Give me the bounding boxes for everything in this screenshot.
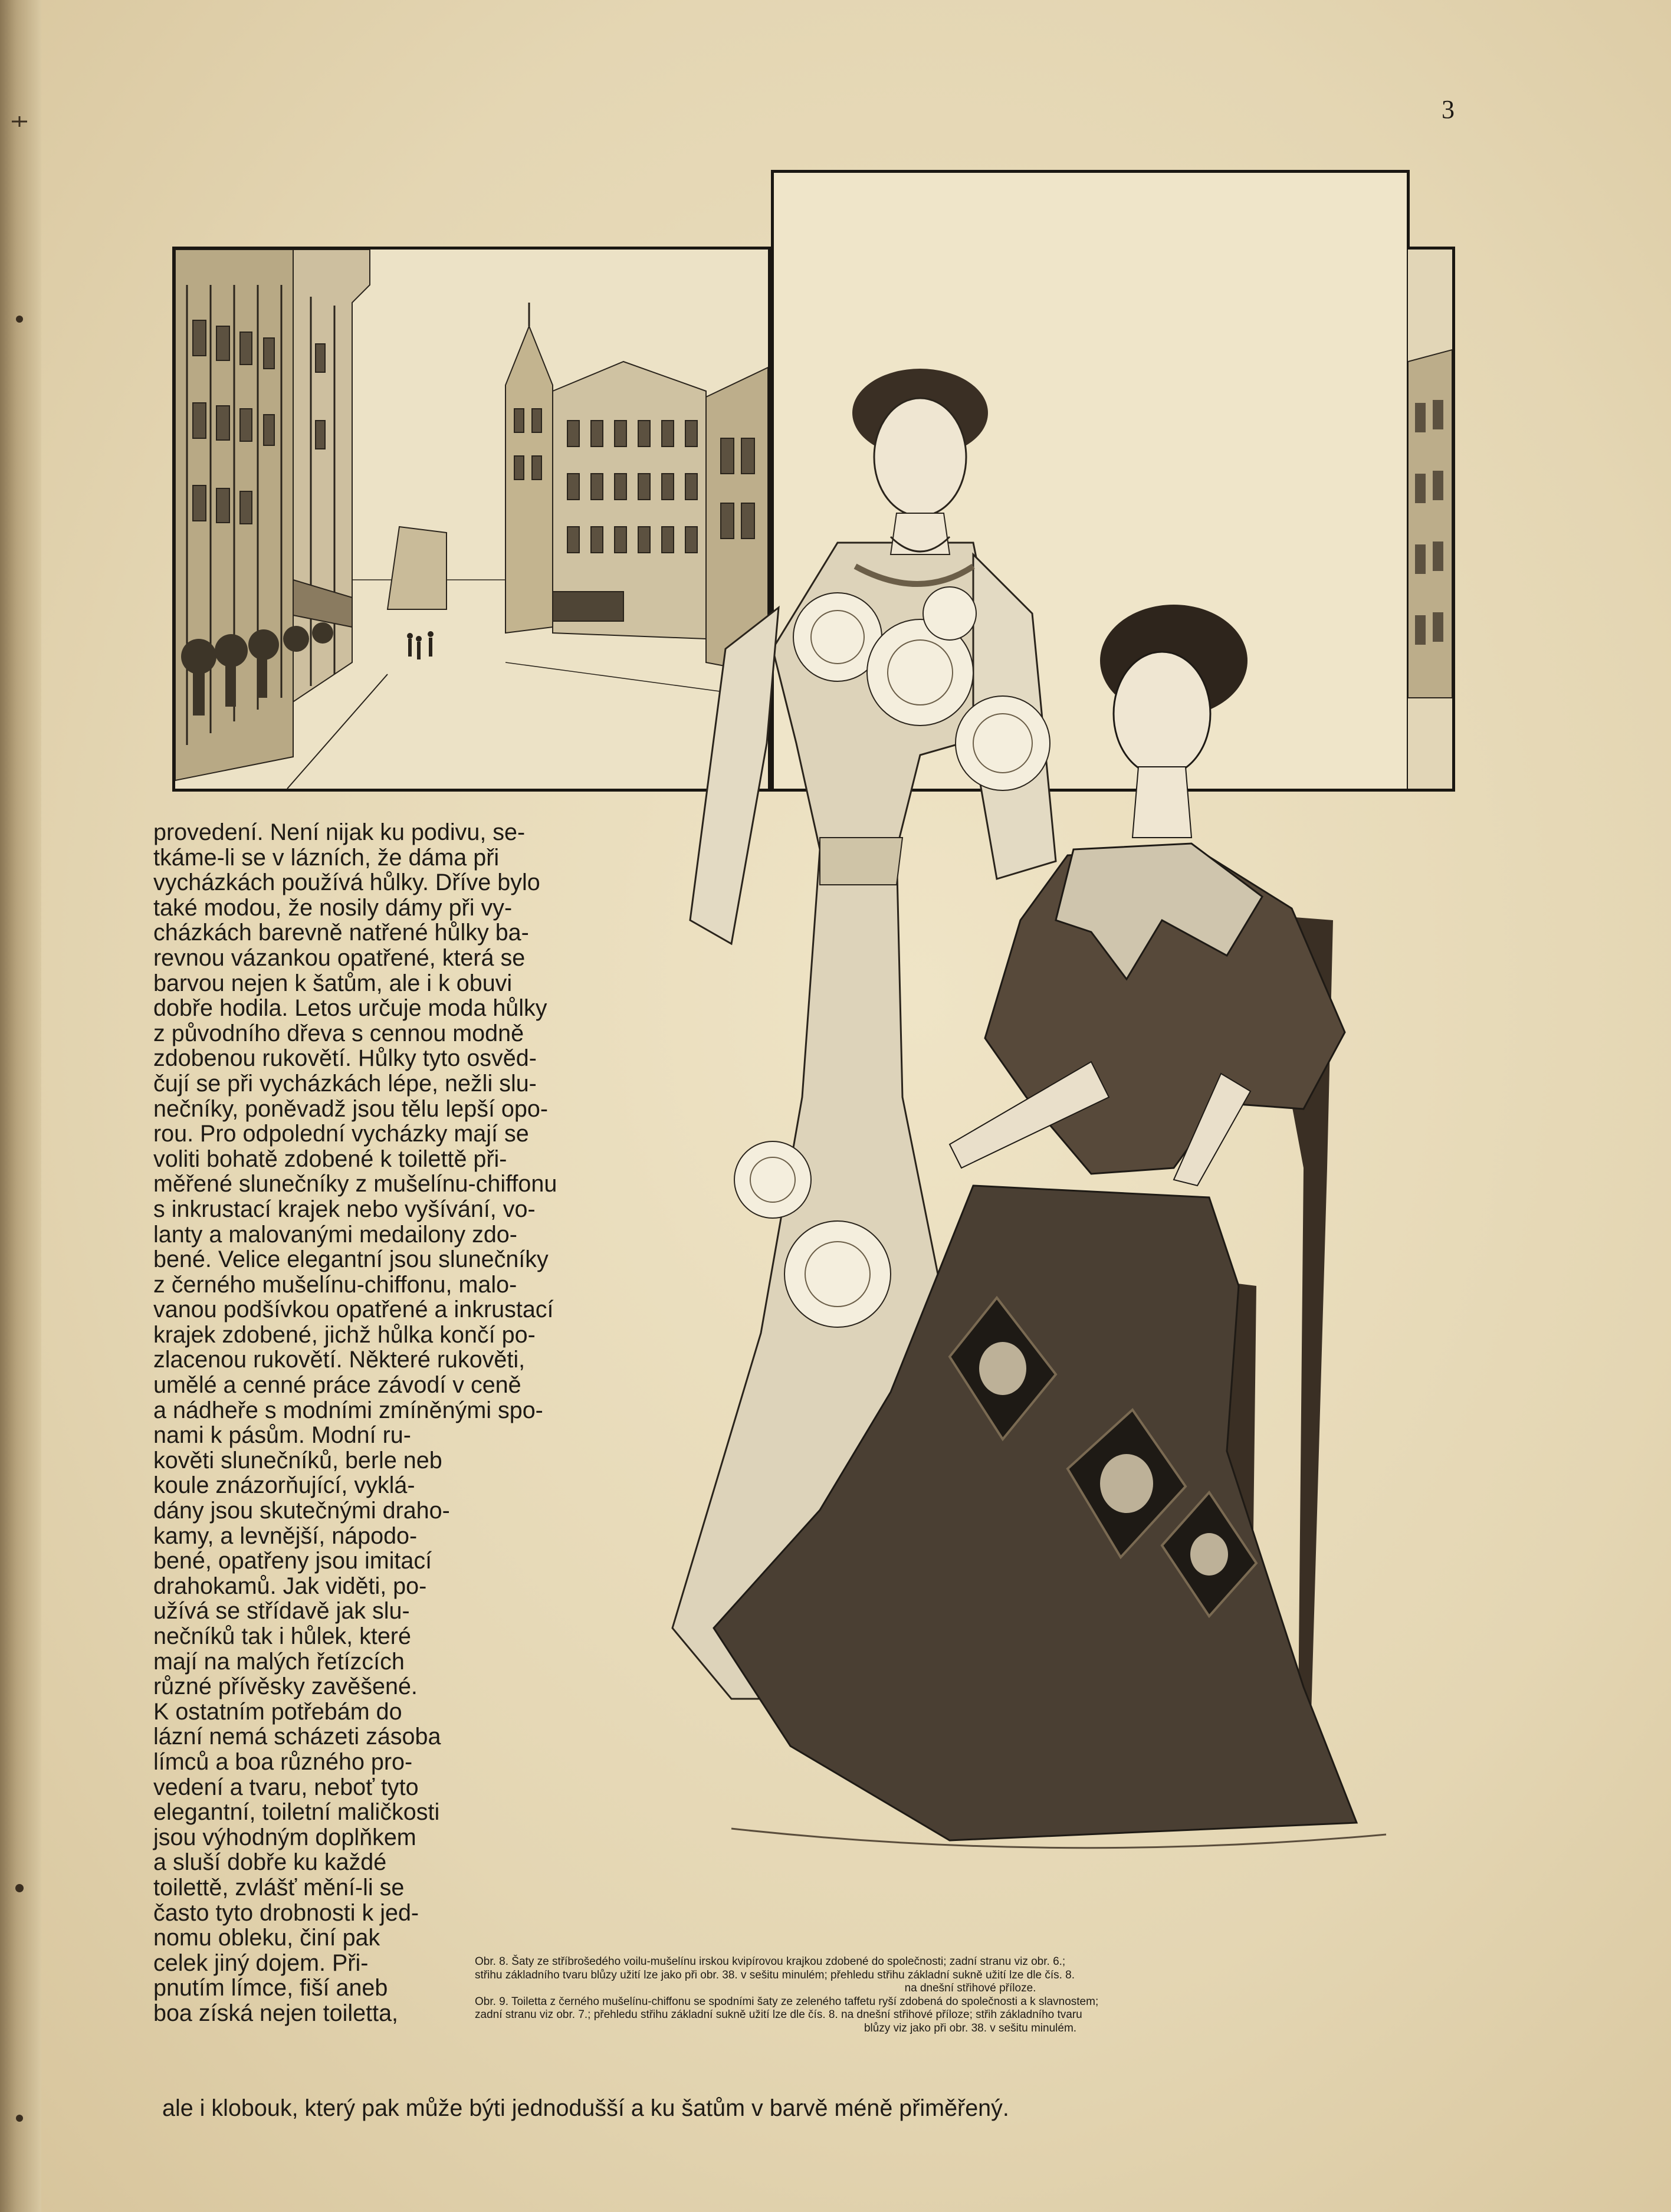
text-line: lanty a malovanými medailony zdo- (153, 1221, 517, 1248)
text-line: čují se při vycházkách lépe, nežli slu- (153, 1070, 537, 1097)
text-line: různé přívěsky zavěšené. (153, 1673, 418, 1700)
text-line: cházkách barevně natřené hůlky ba- (153, 920, 529, 946)
text-line: mají na malých řetízcích (153, 1648, 405, 1675)
text-line: bené, opatřeny jsou imitací (153, 1548, 432, 1574)
text-line: rou. Pro odpolední vycházky mají se (153, 1121, 529, 1147)
binding-mark (11, 115, 28, 128)
text-line: nomu obleku, činí pak (153, 1925, 380, 1951)
text-line: nečníků tak i hůlek, které (153, 1623, 411, 1649)
article-final-line: ale i klobouk, který pak může býti jednodušší a ku šatům v barvě méně přiměřený. (162, 2095, 1009, 2121)
text-line: drahokamů. Jak viděti, po- (153, 1573, 427, 1599)
binding-mark (11, 2112, 28, 2125)
text-line: měřené slunečníky z mušelínu-chiffonu (153, 1171, 557, 1197)
text-line: zlacenou rukovětí. Některé rukověti, (153, 1347, 526, 1373)
text-line: revnou vázankou opatřené, která se (153, 944, 526, 971)
text-line: a sluší dobře ku každé (153, 1849, 387, 1876)
article-body-text (153, 820, 560, 2026)
text-line: krajek zdobené, jichž hůlka končí po- (153, 1321, 536, 1348)
text-line: elegantní, toiletní maličkosti (153, 1799, 440, 1826)
text-line: lázní nemá scházeti zásoba (153, 1724, 441, 1750)
text-line: vanou podšívkou opatřené a inkrustací (153, 1297, 554, 1323)
text-line: vycházkách používá hůlky. Dříve bylo (153, 869, 540, 896)
text-line: pnutím límce, fiší aneb (153, 1975, 388, 2001)
caption-obr8-line: střihu základního tvaru blůzy užití lze jako při obr. 38. v sešitu minulém; přehledu střihu základní sukně užití lze dle čís. 8. (475, 1968, 1075, 1981)
text-line: celek jiný dojem. Při- (153, 1950, 369, 1976)
text-line: toilettě, zvlášť mění-li se (153, 1874, 405, 1901)
text-line: provedení. Není nijak ku podivu, se- (153, 819, 526, 845)
text-line: koule znázorňující, vyklá- (153, 1472, 415, 1499)
binding-mark (11, 1882, 28, 1895)
text-line: dobře hodila. Letos určuje moda hůlky (153, 995, 547, 1022)
text-line: voliti bohatě zdobené k toilettě při- (153, 1146, 507, 1172)
text-line: z černého mušelínu-chiffonu, malo- (153, 1271, 517, 1298)
binding-mark (11, 313, 28, 326)
text-line: K ostatním potřebám do (153, 1698, 402, 1725)
text-line: nečníky, poněvadž jsou tělu lepší opo- (153, 1095, 548, 1122)
caption-obr8-line: Obr. 8. Šaty ze stříbrošedého voilu-mušelínu irskou kvipírovou krajkou zdobené do společnosti; zadní stranu viz obr. 6.; (475, 1955, 1066, 1968)
text-line: s inkrustací krajek nebo vyšívání, vo- (153, 1196, 536, 1222)
text-line: kověti slunečníků, berle neb (153, 1447, 442, 1473)
text-line: dány jsou skutečnými draho- (153, 1498, 450, 1524)
caption-obr9-line: blůzy viz jako při obr. 38. v sešitu minulém. (864, 2021, 1077, 2034)
caption-obr9-line: Obr. 9. Toiletta z černého mušelínu-chiffonu se spodními šaty ze zeleného taffetu ryší zdobená do společnosti a k slavnostem; (475, 1995, 1099, 2008)
text-line: barvou nejen k šatům, ale i k obuvi (153, 970, 513, 996)
text-line: umělé a cenné práce závodí v ceně (153, 1372, 521, 1399)
text-line: boa získá nejen toiletta, (153, 2000, 399, 2026)
page-number: 3 (1442, 95, 1455, 124)
text-line: bené. Velice elegantní jsou slunečníky (153, 1246, 549, 1273)
text-line: tkáme-li se v lázních, že dáma při (153, 844, 500, 871)
text-line: zdobenou rukovětí. Hůlky tyto osvěd- (153, 1045, 537, 1072)
text-line: jsou výhodným doplňkem (153, 1824, 416, 1850)
fashion-figures-illustration (643, 330, 1427, 1923)
text-line: často tyto drobnosti k jed- (153, 1899, 419, 1926)
text-line: vedení a tvaru, neboť tyto (153, 1774, 419, 1800)
caption-obr8-line: na dnešní střihové příloze. (904, 1982, 1036, 1994)
text-line: kamy, a levnější, nápodo- (153, 1522, 418, 1549)
figure-caption (475, 1955, 1466, 2035)
text-line: nami k pásům. Modní ru- (153, 1422, 411, 1449)
text-line: také modou, že nosily dámy při vy- (153, 894, 513, 921)
text-line: z původního dřeva s cennou modně (153, 1020, 524, 1046)
caption-obr9-line: zadní stranu viz obr. 7.; přehledu střihu základní sukně užití lze dle čís. 8. na dnešní střihové příloze; střih základního tvaru (475, 2008, 1082, 2021)
book-spine (0, 0, 41, 2212)
text-line: užívá se střídavě jak slu- (153, 1598, 410, 1624)
text-line: límců a boa různého pro- (153, 1748, 413, 1775)
text-line: a nádheře s modními zmíněnými spo- (153, 1397, 543, 1423)
